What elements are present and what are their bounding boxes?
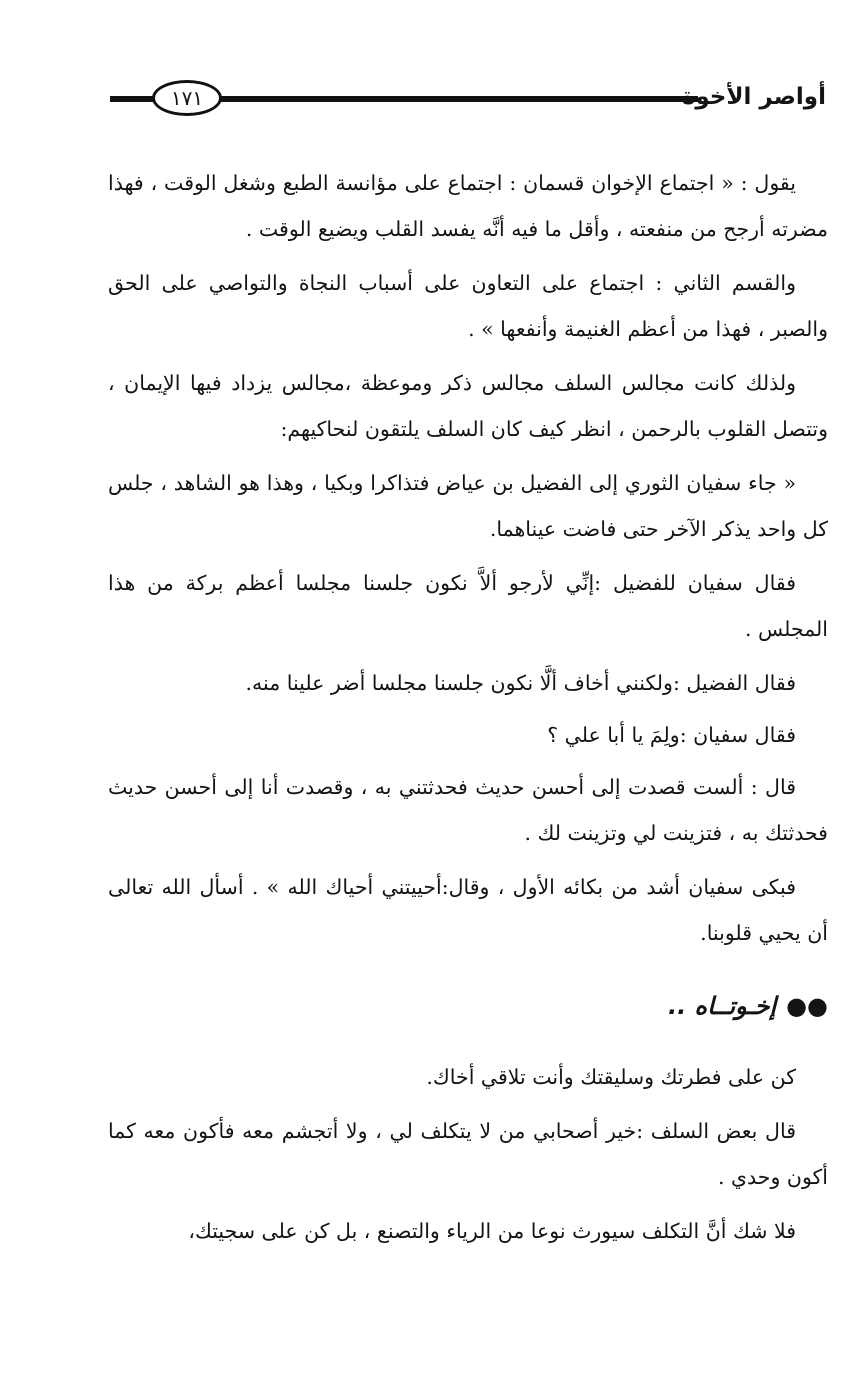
paragraph: فقال سفيان للفضيل :إنِّي لأرجو ألاَّ نكون جلسنا مجلسا أعظم بركة من هذا المجلس . xyxy=(108,571,828,641)
paragraph: « جاء سفيان الثوري إلى الفضيل بن عياض فتذاكرا وبكيا ، وهذا هو الشاهد ، جلس كل واحد يذكر الآخر حتى فاضت عيناهما. xyxy=(108,471,828,541)
page-number: ١٧١ xyxy=(152,80,222,116)
section-title: إخـوتــاه .. xyxy=(667,992,777,1020)
paragraph: قال : ألست قصدت إلى أحسن حديث فحدثتني به ، وقصدت أنا إلى أحسن حديث فحدثتك به ، فتزينت لي وتزينت لك . xyxy=(108,775,828,845)
paragraph: فقال سفيان :ولِمَ يا أبا علي ؟ xyxy=(547,723,796,747)
paragraph: فبكى سفيان أشد من بكائه الأول ، وقال:أحييتني أحياك الله » . أسأل الله تعالى أن يحيي قلوبنا. xyxy=(108,875,828,945)
header-rule-left xyxy=(110,96,154,102)
header-rule-right xyxy=(220,96,698,102)
paragraph: فقال الفضيل :ولكنني أخاف ألَّا نكون جلسنا مجلسا أضر علينا منه. xyxy=(245,671,796,695)
paragraph: كن على فطرتك وسليقتك وأنت تلاقي أخاك. xyxy=(426,1065,796,1089)
section-heading xyxy=(108,986,828,1026)
paragraph: فلا شك أنَّ التكلف سيورث نوعا من الرياء والتصنع ، بل كن على سجيتك، xyxy=(188,1219,796,1243)
paragraph: والقسم الثاني : اجتماع على التعاون على أسباب النجاة والتواصي على الحق والصبر ، فهذا من أعظم الغنيمة وأنفعها » . xyxy=(108,271,828,341)
paragraph: ولذلك كانت مجالس السلف مجالس ذكر وموعظة ،مجالس يزداد فيها الإيمان ، وتتصل القلوب بالرحمن ، انظر كيف كان السلف يلتقون لنحاكيهم: xyxy=(108,371,828,441)
running-title: أواصر الأخوة xyxy=(681,84,826,110)
paragraph: يقول : « اجتماع الإخوان قسمان : اجتماع على مؤانسة الطبع وشغل الوقت ، فهذا مضرته أرجح من منفعته ، وأقل ما فيه أنَّه يفسد القلب ويضيع الوقت . xyxy=(108,171,828,241)
page-body xyxy=(108,160,828,1262)
bullet-icon: ●● xyxy=(786,992,828,1020)
paragraph: قال بعض السلف :خير أصحابي من لا يتكلف لي ، ولا أتجشم معه فأكون معه كما أكون وحدي . xyxy=(108,1119,828,1189)
page-header xyxy=(110,78,826,122)
